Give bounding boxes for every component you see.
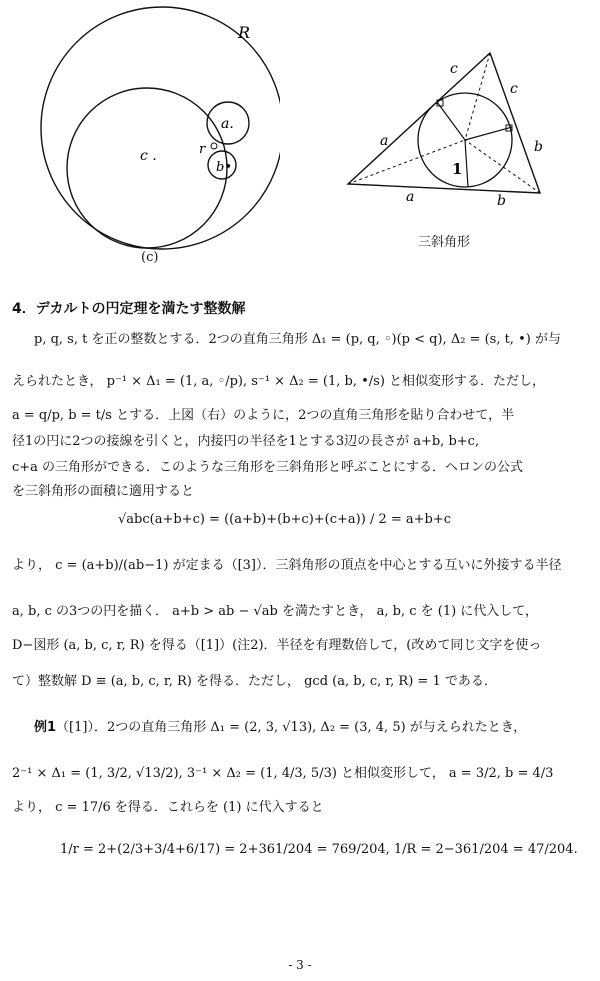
label-c-right: c <box>510 81 518 97</box>
triangle <box>348 53 540 193</box>
radius <box>465 140 468 187</box>
page-number: - 3 - <box>288 958 312 972</box>
paragraph-line-7: より， c = (a+b)/(ab−1) が定まる（[3]）．三斜角形の頂点を中心とする互いに外接する半径 <box>12 558 562 573</box>
label-c: c . <box>140 148 157 164</box>
circle-r <box>211 143 217 149</box>
paragraph-line-3: a = q/p, b = t/s とする．上図（右）のように，2つの直角三角形を貼り合わせて，半 <box>12 408 515 423</box>
example-text-1: （[1]）．2つの直角三角形 Δ₁ = (2, 3, √13), Δ₂ = (3, 4, 5) が与えられたとき， <box>56 720 527 735</box>
paragraph-line-2: えられたとき， p⁻¹ × Δ₁ = (1, a, ◦/p), s⁻¹ × Δ₂ = (1, b, •/s) と相似変形する．ただし， <box>12 374 546 389</box>
label-b-side: b <box>534 139 543 155</box>
figure-sansha-triangle <box>340 45 560 210</box>
section-heading: 4．デカルトの円定理を満たす整数解 <box>12 301 246 317</box>
dashed-line <box>465 53 490 140</box>
paragraph-line-1: p, q, s, t を正の整数とする．2つの直角三角形 Δ₁ = (p, q, ◦)(p < q), Δ₂ = (s, t, •) が与 <box>34 332 561 347</box>
outer-circle-R <box>41 7 280 249</box>
dashed-line <box>348 140 465 184</box>
paragraph-line-6: を三斜角形の面積に適用すると <box>12 484 195 499</box>
example-line-3: より， c = 17/6 を得る．これらを (1) に代入すると <box>12 800 324 815</box>
example-line-1 <box>12 718 600 738</box>
figure-descartes-circles <box>40 0 280 250</box>
heron-equation: √abc(a+b+c) = ((a+b)+(b+c)+(c+a)) / 2 = a+b+c <box>118 512 452 527</box>
radius <box>437 102 465 140</box>
label-a: a. <box>221 116 234 132</box>
label-b-bottom: b <box>497 193 506 209</box>
label-c-top: c <box>450 61 458 77</box>
paragraph-line-10: て）整数解 D ≡ (a, b, c, r, R) を得る．ただし， gcd (a, b, c, r, R) = 1 である． <box>12 674 497 689</box>
label-b: b• <box>216 160 232 175</box>
circle-c <box>67 88 227 248</box>
example-label: 例1 <box>34 720 57 735</box>
label-R: R <box>238 23 251 42</box>
paragraph-line-9: D−図形 (a, b, c, r, R) を得る（[1]）(注2)．半径を有理数倍して，(改めて同じ文字を使っ <box>12 638 542 653</box>
example-line-2: 2⁻¹ × Δ₁ = (1, 3/2, √13/2), 3⁻¹ × Δ₂ = (1, 4/3, 5/3) と相似変形して， a = 3/2, b = 4/3 <box>12 766 554 781</box>
label-a-bottom: a <box>406 189 415 205</box>
paragraph-line-5: c+a の三角形ができる．このような三角形を三斜角形と呼ぶことにする．ヘロンの公式 <box>12 460 524 475</box>
paragraph-line-4: 径1の円に2つの接線を引くと，内接円の半径を1とする3辺の長さが a+b, b+c, <box>12 434 480 449</box>
label-one: 1 <box>452 160 463 178</box>
figure-right-caption: 三斜角形 <box>418 235 471 250</box>
radius <box>465 127 512 140</box>
label-r: r <box>199 142 206 157</box>
figure-left-caption: (c) <box>141 250 159 265</box>
paragraph-line-8: a, b, c の3つの円を描く． a+b > ab − √ab を満たすとき， a, b, c を (1) に代入して， <box>12 604 539 619</box>
final-equation: 1/r = 2+(2/3+3/4+6/17) = 2+361/204 = 769/204, 1/R = 2−361/204 = 47/204. <box>60 842 578 857</box>
label-a-side: a <box>380 133 389 149</box>
